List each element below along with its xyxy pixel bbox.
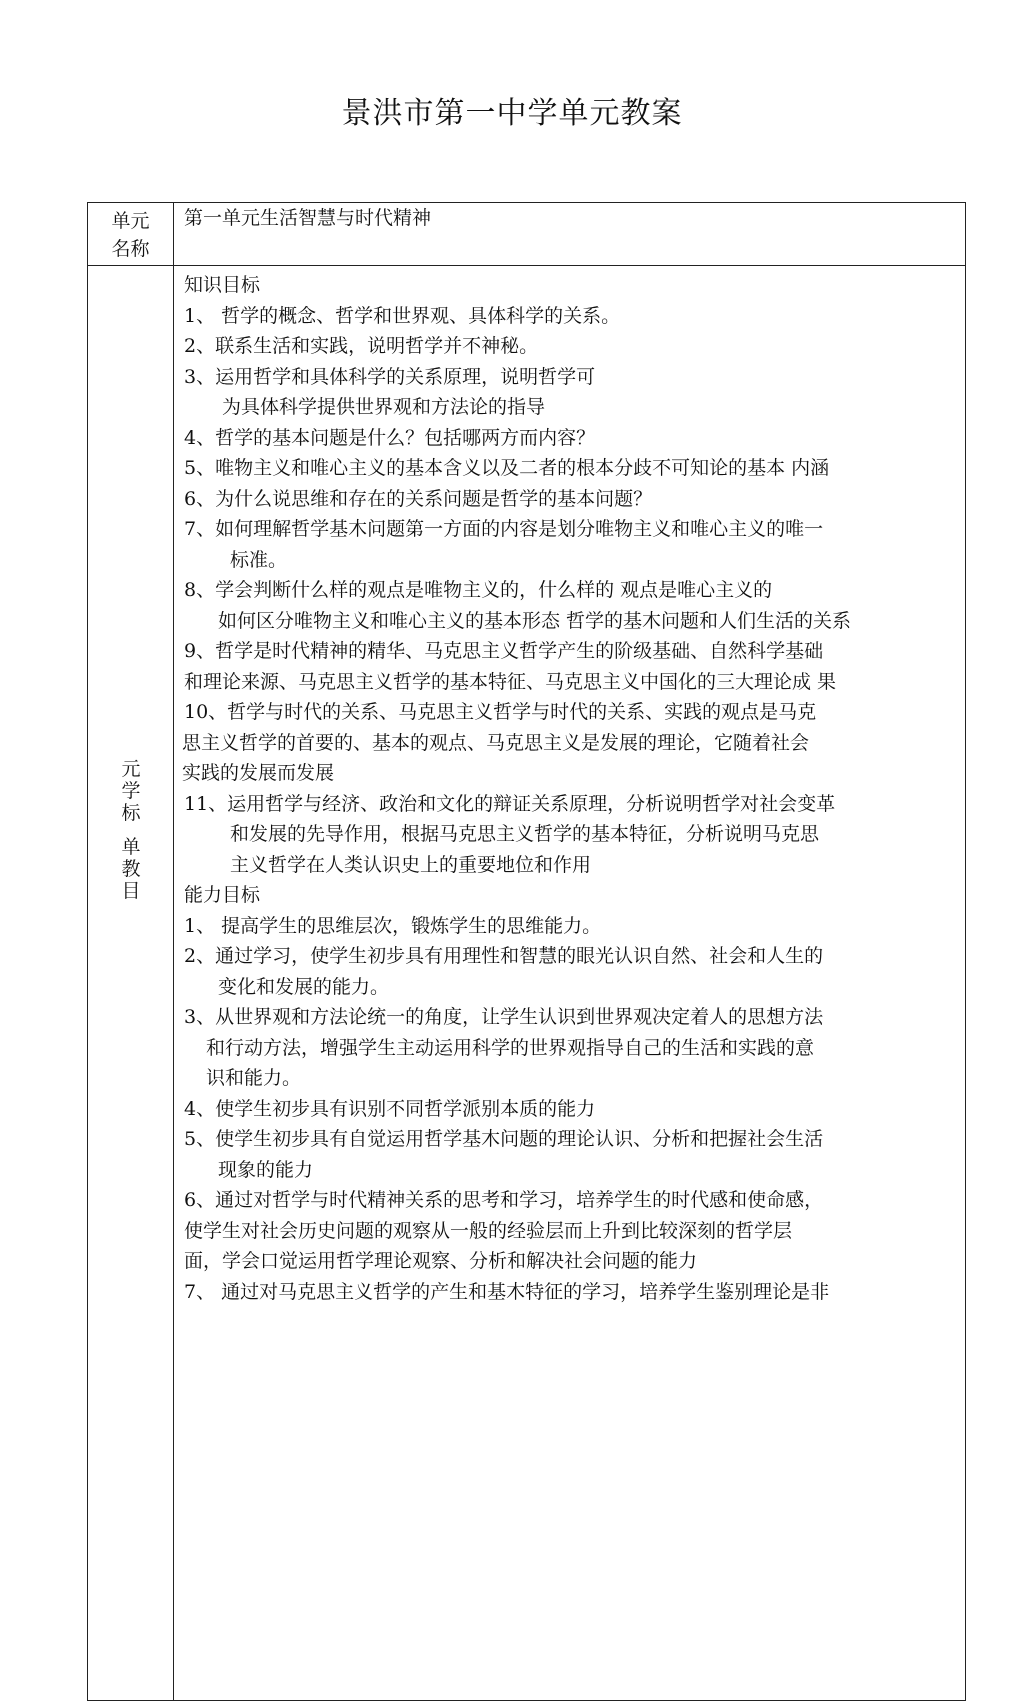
unit-name-label	[88, 203, 173, 263]
goal-line: 4、哲学的基本问题是什么？包括哪两方而内容？	[184, 426, 596, 449]
goal-line: 识和能力。	[206, 1067, 302, 1089]
goal-line: 1、 提高学生的思维层次，锻炼学生的思维能力。	[184, 914, 602, 937]
goal-line: 5、唯物主义和唯心主义的基本含义以及二者的根本分歧不可知论的基本 内涵	[184, 457, 830, 479]
goal-line: 如何区分唯物主义和唯心主义的基本形态 哲学的基木问题和人们生活的关系	[218, 609, 852, 632]
goal-line: 9、哲学是时代精神的精华、马克思主义哲学产生的阶级基础、自然科学基础	[184, 640, 824, 662]
goal-line: 2、联系生活和实践，说明哲学并不神秘。	[184, 335, 539, 357]
unit-name-label-line2: 名称	[111, 238, 150, 260]
goal-line: 面，学会口觉运用哲学理论观察、分析和解决社会问题的能力	[184, 1250, 698, 1272]
goal-line: 能力目标	[184, 884, 261, 906]
goal-line: 和发展的先导作用，根据马克思主义哲学的基本特征，分析说明马克思	[230, 823, 820, 845]
unit-name-label-cell	[88, 203, 174, 266]
goal-line: 4、使学生初步具有识别不同哲学派别本质的能力	[184, 1097, 596, 1120]
unit-name-row	[88, 203, 966, 266]
goal-line: 1、 哲学的概念、哲学和世界观、具体科学的关系。	[184, 304, 621, 327]
unit-goals-label-cell	[88, 266, 174, 1701]
goal-line: 实践的发展而发展	[182, 762, 335, 784]
unit-goals-content-cell	[174, 266, 966, 1701]
goal-line: 和行动方法，增强学生主动运用科学的世界观指导自己的生活和实践的意	[206, 1036, 815, 1059]
goals-label-char: 标	[121, 802, 141, 824]
goal-line: 3、运用哲学和具体科学的关系原理，说明哲学可	[184, 365, 596, 388]
goals-label-char: 教	[121, 858, 141, 880]
goal-line: 变化和发展的能力。	[218, 975, 390, 998]
goal-line: 5、使学生初步具有自觉运用哲学基木问题的理论认识、分析和把握社会生活	[184, 1128, 824, 1150]
unit-goals-row	[88, 266, 966, 1701]
goal-line: 10、哲学与时代的关系、马克思主义哲学与时代的关系、实践的观点是马克	[184, 701, 817, 723]
document-title: 景洪市第一中学单元教案	[341, 96, 683, 131]
goals-label-char: 学	[121, 780, 141, 802]
goal-line: 知识目标	[184, 274, 261, 296]
goal-line: 和理论来源、马克思主义哲学的基本特征、马克思主义中国化的三大理论成 果	[184, 670, 837, 693]
goals-label-char: 目	[121, 880, 141, 902]
goal-line: 标准。	[230, 548, 288, 571]
goals-label-char: 单	[121, 836, 141, 858]
goal-line: 8、学会判断什么样的观点是唯物主义的，什么样的 观点是唯心主义的	[184, 579, 773, 601]
goal-line: 为具体科学提供世界观和方法论的指导	[222, 396, 546, 418]
goal-line: 11、运用哲学与经济、政治和文化的辩证关系原理，分析说明哲学对社会变革	[184, 792, 836, 815]
goal-line: 现象的能力	[218, 1158, 314, 1181]
lesson-plan-table	[87, 202, 966, 1701]
goal-line: 思主义哲学的首要的、基本的观点、马克思主义是发展的理论，它随着社会	[182, 731, 810, 754]
unit-goals-label	[88, 758, 174, 902]
goal-line: 7、如何理解哲学基木问题第一方面的内容是划分唯物主义和唯心主义的唯一	[184, 518, 824, 540]
goal-line: 6、通过对哲学与时代精神关系的思考和学习，培养学生的时代感和使命感，	[184, 1189, 824, 1211]
unit-goals-content	[174, 266, 965, 1307]
unit-name-value: 第一单元生活智慧与时代精神	[184, 207, 432, 229]
unit-name-label-line1: 单元	[111, 210, 150, 232]
unit-name-value-cell	[174, 203, 966, 266]
goal-line: 使学生对社会历史问题的观察从一般的经验层而上升到比较深刻的哲学层	[184, 1219, 793, 1242]
goal-line: 3、从世界观和方法论统一的角度，让学生认识到世界观决定着人的思想方法	[184, 1006, 824, 1028]
goal-line: 6、为什么说思维和存在的关系问题是哲学的基本问题？	[184, 487, 653, 510]
goal-line: 主义哲学在人类认识史上的重要地位和作用	[230, 853, 592, 876]
goal-line: 7、 通过对马克思主义哲学的产生和基木特征的学习，培养学生鉴别理论是非	[184, 1280, 830, 1303]
goals-label-char: 元	[121, 758, 141, 780]
goal-line: 2、通过学习，使学生初步具有用理性和智慧的眼光认识自然、社会和人生的	[184, 945, 824, 967]
